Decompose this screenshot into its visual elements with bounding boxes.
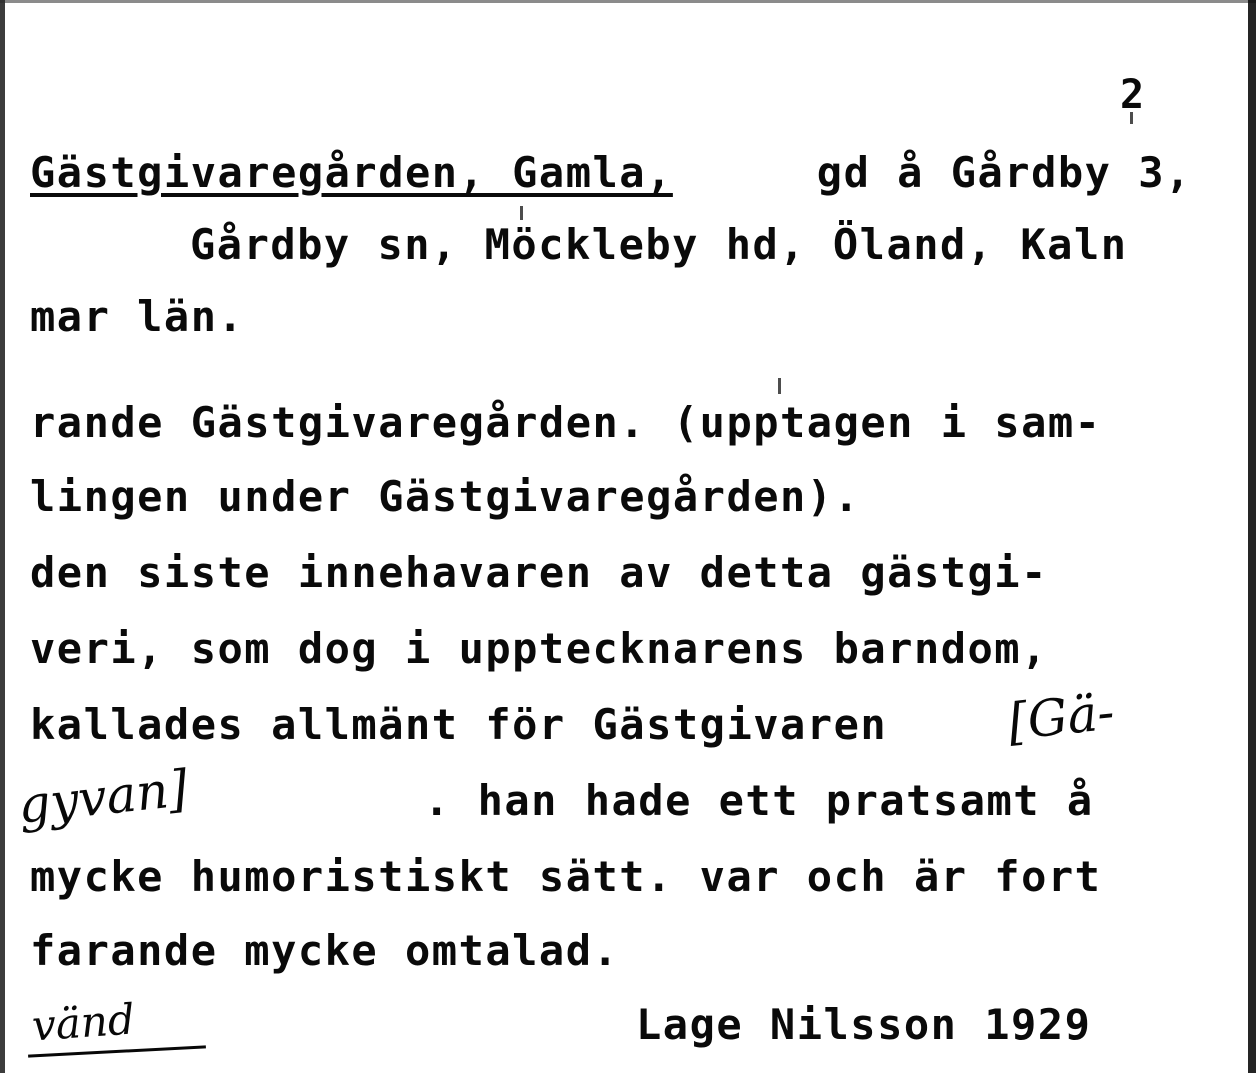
body-line-9: mycke humoristiskt sätt. var och är fort [30,852,1102,901]
entry-headword: Gästgivaregården, Gamla, [30,148,673,197]
body-line-5: den siste innehavaren av detta gästgi- [30,548,1048,597]
handwritten-margin-note: vänd [30,994,137,1051]
body-line-7: kallades allmänt för Gästgivaren [30,700,888,749]
handwritten-pronunciation-note-end: gyvan] [15,759,191,835]
body-line-6: veri, som dog i upptecknarens barndom, [30,624,1048,673]
page-top-edge [0,0,1256,3]
page-number: 2 [1120,72,1145,118]
body-line-2: mar län. [30,292,245,341]
entry-headword-location: gd å Gårdby 3, [790,148,1192,197]
body-line-4: lingen under Gästgivaregården). [30,472,861,521]
body-line-3: rande Gästgivaregården. (upptagen i sam- [30,398,1102,447]
body-line-10: farande mycke omtalad. [30,926,620,975]
scan-speck [520,206,523,220]
handwritten-pronunciation-note-start: [Gä- [1005,682,1117,752]
body-line-8: . han hade ett pratsamt å [424,776,1094,825]
signature-line: Lage Nilsson 1929 [636,1000,1092,1049]
scan-speck [778,378,781,394]
body-line-1: Gårdby sn, Möckleby hd, Öland, Kaln [190,220,1128,269]
page-right-edge [1248,0,1256,1073]
page-left-edge [0,0,5,1073]
